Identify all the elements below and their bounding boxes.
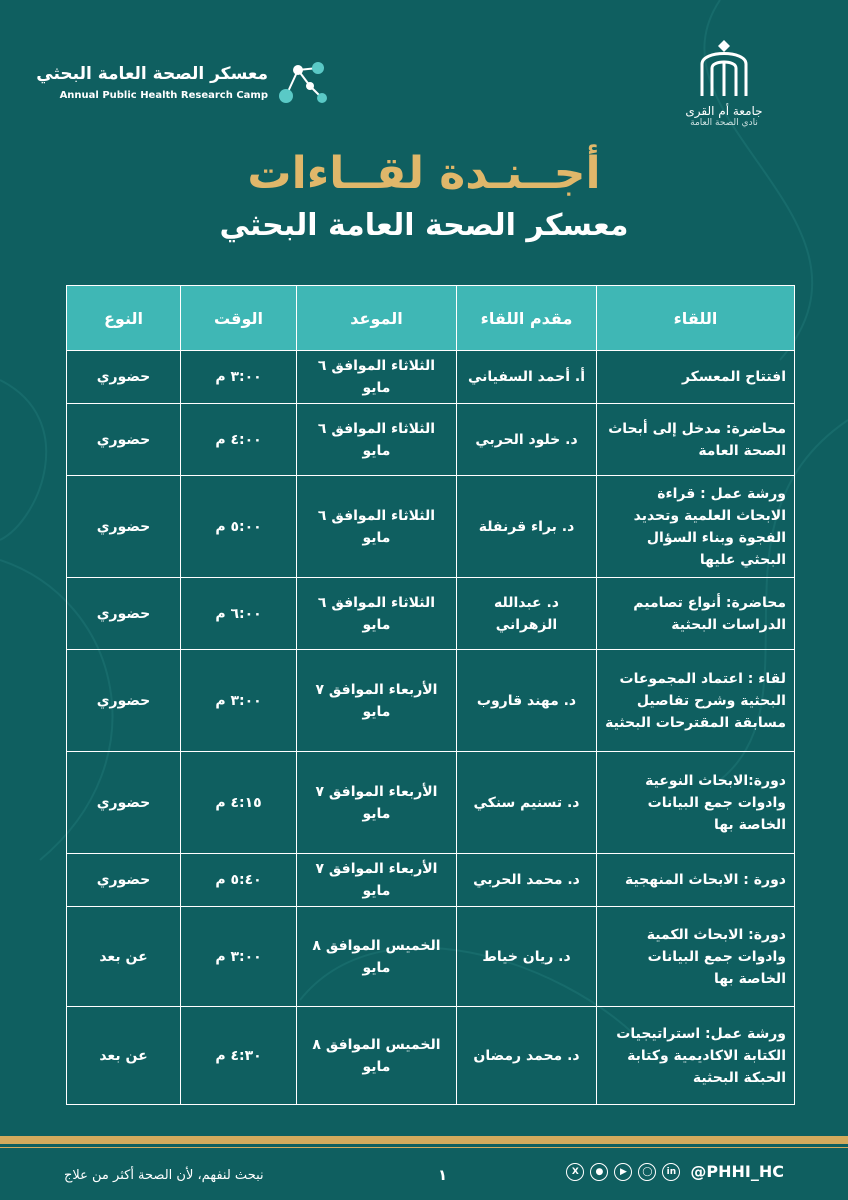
header-date: الموعد xyxy=(297,286,457,351)
agenda-table xyxy=(66,285,795,1105)
cell-presenter: د. محمد الحربي xyxy=(457,854,597,907)
table-row xyxy=(67,578,795,650)
x-icon[interactable]: X xyxy=(566,1163,584,1181)
cell-time: ٣:٠٠ م xyxy=(181,650,297,752)
cell-date: الأربعاء الموافق ٧ مايو xyxy=(297,752,457,854)
cell-type: عن بعد xyxy=(67,907,181,1007)
page-subtitle: معسكر الصحة العامة البحثي xyxy=(219,208,629,243)
youtube-icon[interactable]: ▶ xyxy=(614,1163,632,1181)
club-name: نادي الصحة العامة xyxy=(690,118,758,128)
page-number: ١ xyxy=(438,1166,448,1184)
cell-date: الثلاثاء الموافق ٦ مايو xyxy=(297,351,457,404)
footer-divider xyxy=(0,1147,848,1148)
table-row xyxy=(67,854,795,907)
cell-type: عن بعد xyxy=(67,1007,181,1105)
cell-presenter: د. ريان خياط xyxy=(457,907,597,1007)
university-emblem-icon xyxy=(694,40,754,98)
cell-topic: محاضرة: أنواع تصاميم الدراسات البحثية xyxy=(597,578,795,650)
table-row xyxy=(67,650,795,752)
footer-gold-bar xyxy=(0,1136,848,1144)
snapchat-icon[interactable]: ● xyxy=(590,1163,608,1181)
cell-topic: ورشة عمل: استراتيجيات الكتابة الاكاديمية وكتابة الحبكة البحثية xyxy=(597,1007,795,1105)
page-title: أجــنـدة لقــاءات xyxy=(247,148,601,199)
cell-date: الخميس الموافق ٨ مايو xyxy=(297,907,457,1007)
cell-time: ٣:٠٠ م xyxy=(181,351,297,404)
cell-presenter: د. عبدالله الزهراني xyxy=(457,578,597,650)
university-logo xyxy=(664,40,784,140)
table-row xyxy=(67,907,795,1007)
header-type: النوع xyxy=(67,286,181,351)
header-topic: اللقاء xyxy=(597,286,795,351)
camp-name-english: Annual Public Health Research Camp xyxy=(59,90,268,101)
cell-date: الأربعاء الموافق ٧ مايو xyxy=(297,650,457,752)
cell-type: حضوري xyxy=(67,476,181,578)
cell-time: ٤:٠٠ م xyxy=(181,404,297,476)
instagram-icon[interactable]: ◯ xyxy=(638,1163,656,1181)
cell-type: حضوري xyxy=(67,404,181,476)
cell-presenter: أ. أحمد السفياني xyxy=(457,351,597,404)
cell-topic: دورة:الابحاث النوعية وادوات جمع البيانات الخاصة بها xyxy=(597,752,795,854)
cell-presenter: د. محمد رمضان xyxy=(457,1007,597,1105)
cell-presenter: د. خلود الحربي xyxy=(457,404,597,476)
footer-slogan: نبحث لنفهم، لأن الصحة أكثر من علاج xyxy=(64,1168,264,1183)
cell-date: الأربعاء الموافق ٧ مايو xyxy=(297,854,457,907)
cell-time: ٥:٤٠ م xyxy=(181,854,297,907)
cell-time: ٣:٠٠ م xyxy=(181,907,297,1007)
table-row xyxy=(67,404,795,476)
cell-topic: افتتاح المعسكر xyxy=(597,351,795,404)
social-links xyxy=(566,1162,784,1181)
cell-topic: لقاء : اعتماد المجموعات البحثية وشرح تفاصيل مسابقة المقترحات البحثية xyxy=(597,650,795,752)
university-name: جامعة أم القرى xyxy=(685,104,763,118)
cell-presenter: د. مهند قاروب xyxy=(457,650,597,752)
table-row xyxy=(67,752,795,854)
cell-time: ٥:٠٠ م xyxy=(181,476,297,578)
table-row xyxy=(67,351,795,404)
cell-type: حضوري xyxy=(67,854,181,907)
cell-date: الثلاثاء الموافق ٦ مايو xyxy=(297,578,457,650)
molecule-icon xyxy=(272,56,332,112)
cell-type: حضوري xyxy=(67,650,181,752)
cell-time: ٦:٠٠ م xyxy=(181,578,297,650)
cell-type: حضوري xyxy=(67,752,181,854)
cell-presenter: د. تسنيم سنكي xyxy=(457,752,597,854)
cell-topic: محاضرة: مدخل إلى أبحاث الصحة العامة xyxy=(597,404,795,476)
camp-logo xyxy=(36,56,332,116)
linkedin-icon[interactable]: in xyxy=(662,1163,680,1181)
table-row xyxy=(67,476,795,578)
table-row xyxy=(67,1007,795,1105)
cell-topic: دورة : الابحاث المنهجية xyxy=(597,854,795,907)
cell-presenter: د. براء قرنفلة xyxy=(457,476,597,578)
cell-type: حضوري xyxy=(67,351,181,404)
cell-topic: ورشة عمل : قراءة الابحاث العلمية وتحديد الفجوة وبناء السؤال البحثي عليها xyxy=(597,476,795,578)
cell-time: ٤:١٥ م xyxy=(181,752,297,854)
camp-name-arabic: معسكر الصحة العامة البحثي xyxy=(36,64,268,84)
cell-time: ٤:٣٠ م xyxy=(181,1007,297,1105)
cell-topic: دورة: الابحاث الكمية وادوات جمع البيانات الخاصة بها xyxy=(597,907,795,1007)
table-header-row xyxy=(67,286,795,351)
cell-date: الثلاثاء الموافق ٦ مايو xyxy=(297,476,457,578)
header-presenter: مقدم اللقاء xyxy=(457,286,597,351)
header-time: الوقت xyxy=(181,286,297,351)
cell-type: حضوري xyxy=(67,578,181,650)
cell-date: الخميس الموافق ٨ مايو xyxy=(297,1007,457,1105)
social-handle[interactable]: @PHHI_HC xyxy=(690,1162,784,1181)
cell-date: الثلاثاء الموافق ٦ مايو xyxy=(297,404,457,476)
